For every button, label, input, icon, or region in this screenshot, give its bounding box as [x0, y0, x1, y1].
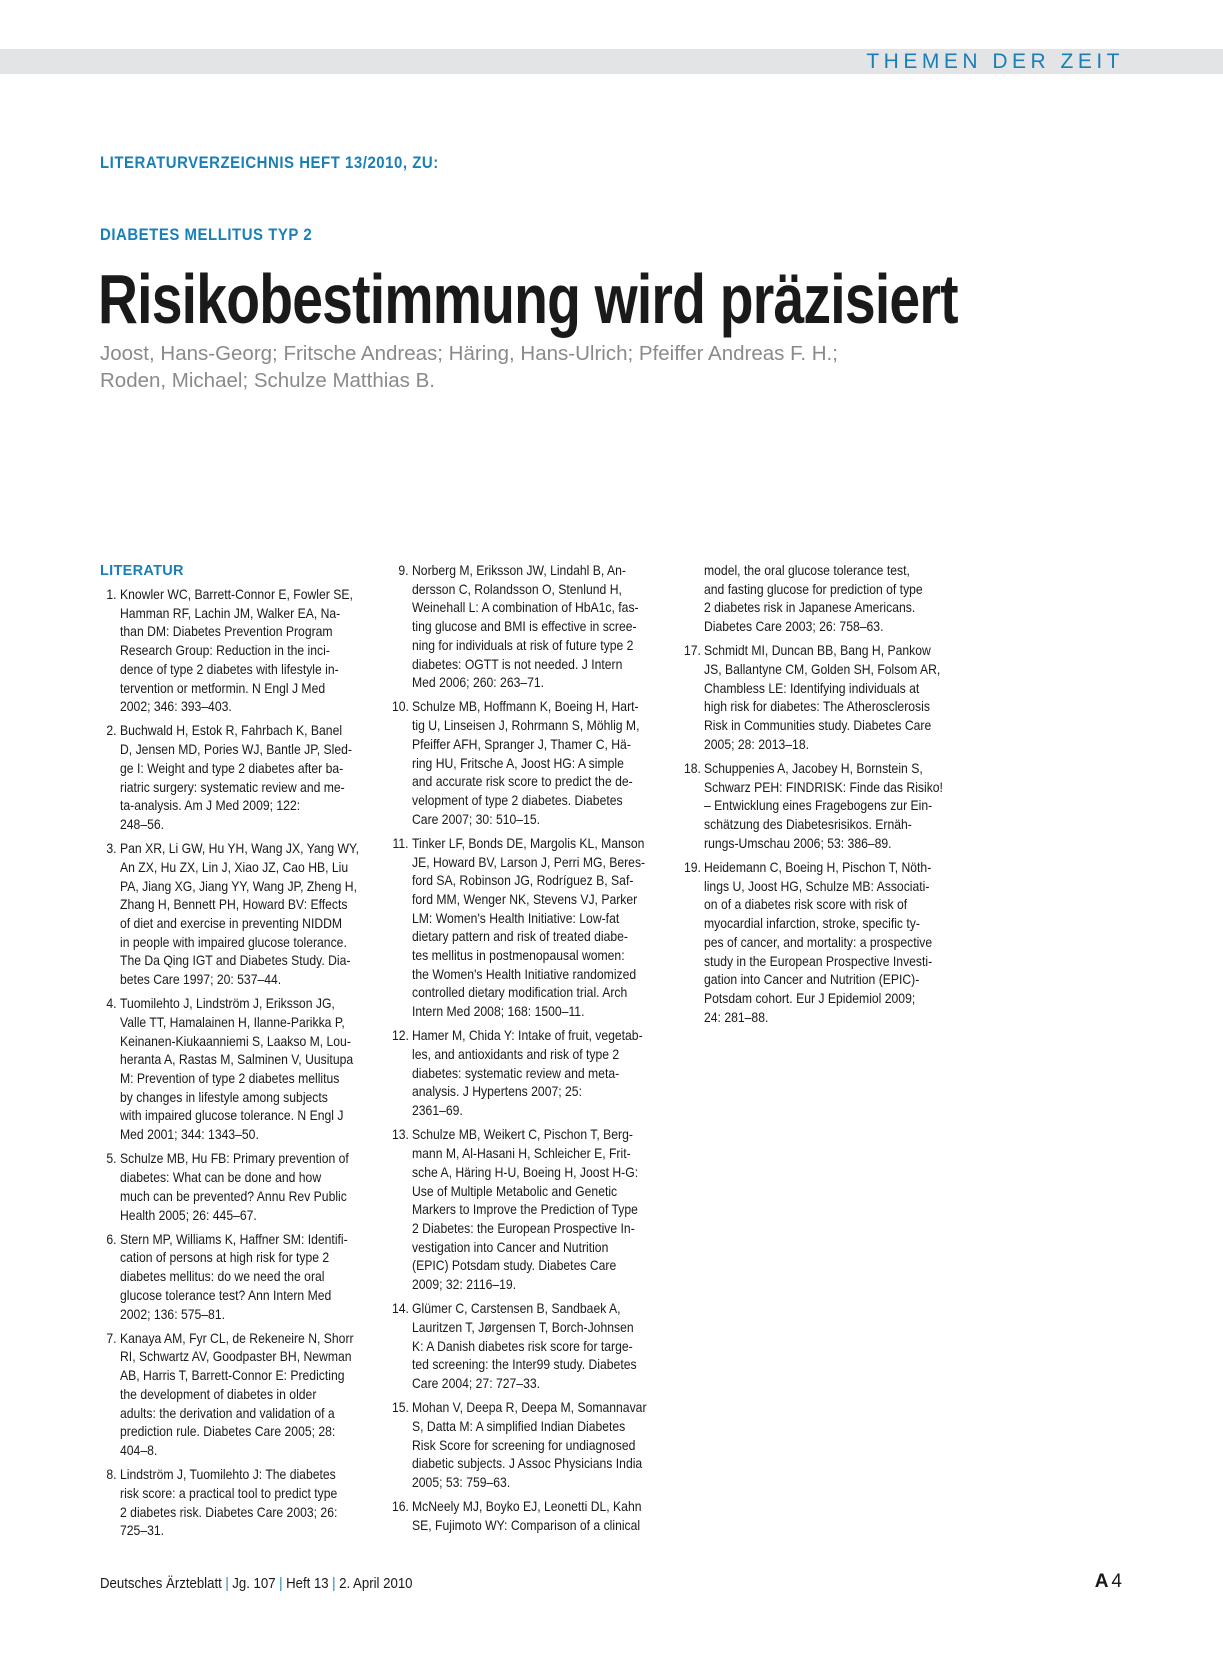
- reference-text-line: rungs-Umschau 2006; 53: 386–89.: [704, 834, 892, 851]
- reference-text-line: dence of type 2 diabetes with lifestyle in-: [120, 660, 339, 677]
- reference-column-1: [100, 585, 380, 1545]
- reference-text-line: Health 2005; 26: 445–67.: [120, 1206, 257, 1223]
- page-number: [1095, 1571, 1122, 1593]
- reference-text-line: diabetes: systematic review and meta-: [412, 1064, 620, 1081]
- reference-text-line: (EPIC) Potsdam study. Diabetes Care: [412, 1257, 617, 1274]
- reference-number: 17.: [684, 642, 701, 659]
- reference-text-line: JS, Ballantyne CM, Golden SH, Folsom AR,: [704, 661, 941, 678]
- reference-text-line: Risk in Communities study. Diabetes Care: [704, 717, 932, 734]
- issue: Heft 13: [286, 1575, 329, 1592]
- reference-text-line: ring HU, Fritsche A, Joost HG: A simple: [412, 754, 624, 771]
- reference-text-line: Norberg M, Eriksson JW, Lindahl B, An-: [412, 562, 626, 578]
- reference-text-line: 2005; 53: 759–63.: [412, 1474, 511, 1491]
- reference-text-line: ford SA, Robinson JG, Rodríguez B, Saf-: [412, 872, 634, 889]
- authors: [100, 340, 1000, 394]
- separator: |: [225, 1575, 229, 1592]
- reference-number: 4.: [106, 995, 117, 1012]
- reference-number: 10.: [392, 698, 409, 715]
- reference-text-line: and fasting glucose for prediction of type: [704, 580, 923, 597]
- reference-text-line: dietary pattern and risk of treated diabe-: [412, 928, 629, 945]
- reference-text-line: Use of Multiple Metabolic and Genetic: [412, 1182, 618, 1199]
- reference-text-line: the development of diabetes in older: [120, 1385, 317, 1402]
- reference-text-line: controlled dietary modification trial. Arch: [412, 984, 628, 1001]
- reference-text-line: glucose tolerance test? Ann Intern Med: [120, 1286, 332, 1303]
- reference-text-line: diabetes mellitus: do we need the oral: [120, 1268, 325, 1285]
- reference-number: 1.: [106, 586, 117, 602]
- reference-text-line: tes mellitus in postmenopausal women:: [412, 947, 625, 964]
- reference-text-line: Potsdam cohort. Eur J Epidemiol 2009;: [704, 989, 916, 1006]
- reference-text-line: pes of cancer, and mortality: a prospective: [704, 933, 933, 950]
- issue-date: 2. April 2010: [339, 1575, 413, 1592]
- authors-line: Joost, Hans-Georg; Fritsche Andreas; Häring, Hans-Ulrich; Pfeiffer Andreas F. H.;: [100, 342, 838, 365]
- reference-text-line: Tuomilehto J, Lindström J, Eriksson JG,: [120, 995, 335, 1012]
- reference-text-line: heranta A, Rastas M, Salminen V, Uusitupa: [120, 1051, 354, 1068]
- reference-text-line: study in the European Prospective Investi-: [704, 952, 933, 969]
- reference-text-line: lings U, Joost HG, Schulze MB: Associati-: [704, 877, 930, 894]
- reference-text-line: SE, Fujimoto WY: Comparison of a clinical: [412, 1516, 641, 1533]
- reference-item: [100, 994, 400, 1144]
- reference-text-line: 2002; 346: 393–403.: [120, 698, 232, 715]
- reference-text-line: Buchwald H, Estok R, Fahrbach K, Banel: [120, 722, 343, 739]
- reference-text-line: 2005; 28: 2013–18.: [704, 735, 809, 752]
- reference-text-line: Risk Score for screening for undiagnosed: [412, 1436, 636, 1453]
- reference-text-line: prediction rule. Diabetes Care 2005; 28:: [120, 1423, 336, 1440]
- authors-line: Roden, Michael; Schulze Matthias B.: [100, 369, 435, 392]
- reference-text-line: Pfeiffer AFH, Spranger J, Thamer C, Hä-: [412, 735, 631, 752]
- reference-text-line: The Da Qing IGT and Diabetes Study. Dia-: [120, 952, 351, 969]
- reference-number: 12.: [392, 1027, 409, 1044]
- reference-text-line: Research Group: Reduction in the inci-: [120, 642, 330, 659]
- reference-text-line: 404–8.: [120, 1441, 158, 1458]
- reference-text-line: Care 2007; 30: 510–15.: [412, 810, 541, 827]
- reference-text-line: by changes in lifestyle among subjects: [120, 1088, 328, 1105]
- reference-text-line: betes Care 1997; 20: 537–44.: [120, 971, 282, 988]
- reference-text-line: ting glucose and BMI is effective in scree-: [412, 618, 637, 635]
- reference-text-line: vestigation into Cancer and Nutrition: [412, 1238, 609, 1255]
- reference-text-line: mann M, Al-Hasani H, Schleicher E, Frit-: [412, 1145, 631, 1162]
- reference-text-line: PA, Jiang XG, Jiang YY, Wang JP, Zheng H,: [120, 877, 357, 894]
- footer-citation: [100, 1575, 413, 1592]
- reference-text-line: Valle TT, Hamalainen H, Ilanne-Parikka P,: [120, 1013, 345, 1030]
- reference-number: 15.: [392, 1399, 409, 1416]
- reference-text-line: 2 Diabetes: the European Prospective In-: [412, 1219, 635, 1236]
- reference-text-line: Glümer C, Carstensen B, Sandbaek A,: [412, 1300, 621, 1317]
- reference-text-line: JE, Howard BV, Larson J, Perri MG, Beres-: [412, 853, 646, 870]
- reference-item: [684, 561, 984, 636]
- reference-column-2: [392, 561, 672, 1540]
- reference-text-line: in people with impaired glucose tolerance.: [120, 933, 347, 950]
- reference-text-line: 725–31.: [120, 1522, 165, 1539]
- reference-text-line: adults: the derivation and validation of a: [120, 1404, 335, 1421]
- reference-text-line: much can be prevented? Annu Rev Public: [120, 1187, 347, 1204]
- reference-item: [684, 759, 984, 853]
- reference-text-line: AB, Harris T, Barrett-Connor E: Predicting: [120, 1367, 345, 1384]
- reference-number: 2.: [106, 722, 117, 739]
- reference-text-line: Med 2001; 344: 1343–50.: [120, 1126, 259, 1143]
- reference-text-line: diabetes: OGTT is not needed. J Intern: [412, 655, 623, 672]
- reference-text-line: Weinehall L: A combination of HbA1c, fas-: [412, 599, 639, 616]
- page-number-value: 4: [1111, 1571, 1122, 1592]
- reference-text-line: sche A, Häring H-U, Boeing H, Joost H-G:: [412, 1163, 639, 1180]
- reference-text-line: dersson C, Rolandsson O, Stenlund H,: [412, 580, 622, 597]
- reference-text-line: D, Jensen MD, Pories WJ, Bantle JP, Sled-: [120, 741, 352, 758]
- reference-text-line: Kanaya AM, Fyr CL, de Rekeneire N, Shorr: [120, 1329, 354, 1346]
- reference-text-line: Lauritzen T, Jørgensen T, Borch-Johnsen: [412, 1318, 634, 1335]
- reference-text-line: Hamer M, Chida Y: Intake of fruit, vegetab-: [412, 1027, 643, 1044]
- reference-text-line: Pan XR, Li GW, Hu YH, Wang JX, Yang WY,: [120, 840, 359, 857]
- reference-item: [100, 585, 400, 716]
- reference-text-line: and accurate risk score to predict the de-: [412, 773, 633, 790]
- reference-text-line: Care 2004; 27: 727–33.: [412, 1375, 541, 1392]
- reference-text-line: schätzung des Diabetesrisikos. Ernäh-: [704, 816, 912, 833]
- reference-number: 14.: [392, 1300, 409, 1317]
- reference-text-line: RI, Schwartz AV, Goodpaster BH, Newman: [120, 1348, 352, 1365]
- reference-item: [100, 1329, 400, 1460]
- reference-number: 8.: [106, 1466, 117, 1483]
- article-title: Risikobestimmung wird präzisiert: [98, 260, 958, 338]
- reference-text-line: ta-analysis. Am J Med 2009; 122:: [120, 797, 301, 814]
- reference-text-line: Schulze MB, Weikert C, Pischon T, Berg-: [412, 1126, 633, 1143]
- reference-text-line: 248–56.: [120, 815, 165, 832]
- reference-item: [684, 858, 984, 1026]
- kicker-topic: DIABETES MELLITUS TYP 2: [100, 225, 313, 244]
- reference-text-line: Diabetes Care 2003; 26: 758–63.: [704, 618, 884, 635]
- reference-text-line: – Entwicklung eines Fragebogens zur Ein-: [704, 797, 933, 814]
- reference-text-line: 2 diabetes risk. Diabetes Care 2003; 26:: [120, 1503, 338, 1520]
- reference-text-line: myocardial infarction, stroke, specific ty-: [704, 915, 920, 932]
- page-prefix: A: [1094, 1571, 1109, 1592]
- literature-heading: LITERATUR: [100, 563, 184, 579]
- reference-text-line: the Women's Health Initiative randomized: [412, 965, 637, 982]
- section-label: THEMEN DER ZEIT: [866, 50, 1124, 73]
- reference-text-line: risk score: a practical tool to predict type: [120, 1484, 338, 1501]
- separator: |: [332, 1575, 336, 1592]
- reference-text-line: on of a diabetes risk score with risk of: [704, 896, 908, 913]
- reference-number: 6.: [106, 1230, 117, 1247]
- reference-item: [684, 641, 984, 753]
- reference-text-line: Intern Med 2008; 168: 1500–11.: [412, 1003, 585, 1020]
- reference-text-line: 2009; 32: 2116–19.: [412, 1276, 517, 1293]
- reference-text-line: 2002; 136: 575–81.: [120, 1305, 225, 1322]
- reference-number: 16.: [392, 1498, 409, 1515]
- reference-text-line: Mohan V, Deepa R, Deepa M, Somannavar: [412, 1399, 647, 1416]
- reference-item: [100, 1465, 400, 1540]
- reference-text-line: analysis. J Hypertens 2007; 25:: [412, 1083, 582, 1100]
- reference-text-line: ge I: Weight and type 2 diabetes after ba-: [120, 759, 344, 776]
- reference-text-line: diabetic subjects. J Assoc Physicians India: [412, 1455, 643, 1472]
- reference-text-line: M: Prevention of type 2 diabetes mellitus: [120, 1070, 340, 1087]
- volume: Jg. 107: [232, 1575, 276, 1592]
- reference-text-line: LM: Women's Health Initiative: Low-fat: [412, 909, 620, 926]
- reference-item: [392, 1026, 692, 1120]
- reference-text-line: riatric surgery: systematic review and me-: [120, 778, 345, 795]
- reference-item: [100, 721, 400, 833]
- reference-text-line: McNeely MJ, Boyko EJ, Leonetti DL, Kahn: [412, 1498, 642, 1515]
- reference-number: 5.: [106, 1150, 117, 1167]
- reference-item: [392, 1125, 692, 1293]
- reference-number: 19.: [684, 859, 701, 876]
- reference-number: 13.: [392, 1126, 409, 1143]
- reference-text-line: Zhang H, Bennett PH, Howard BV: Effects: [120, 896, 348, 913]
- reference-text-line: model, the oral glucose tolerance test,: [704, 562, 910, 578]
- reference-text-line: Schwarz PEH: FINDRISK: Finde das Risiko!: [704, 778, 943, 795]
- reference-number: 11.: [392, 834, 409, 851]
- reference-item: [392, 561, 692, 692]
- reference-text-line: Med 2006; 260: 263–71.: [412, 674, 545, 691]
- reference-item: [100, 1149, 400, 1224]
- reference-text-line: Keinanen-Kiukaanniemi S, Laakso M, Lou-: [120, 1032, 351, 1049]
- reference-text-line: ford MM, Wenger NK, Stevens VJ, Parker: [412, 890, 638, 907]
- reference-text-line: Knowler WC, Barrett-Connor E, Fowler SE,: [120, 586, 353, 602]
- reference-item: [392, 1299, 692, 1393]
- reference-text-line: tervention or metformin. N Engl J Med: [120, 679, 326, 696]
- reference-text-line: Schuppenies A, Jacobey H, Bornstein S,: [704, 760, 923, 777]
- reference-item: [392, 834, 692, 1021]
- reference-text-line: Stern MP, Williams K, Haffner SM: Identifi-: [120, 1230, 348, 1247]
- reference-text-line: velopment of type 2 diabetes. Diabetes: [412, 791, 623, 808]
- reference-text-line: Schulze MB, Hoffmann K, Boeing H, Hart-: [412, 698, 639, 715]
- reference-text-line: les, and antioxidants and risk of type 2: [412, 1046, 620, 1063]
- reference-item: [100, 839, 400, 989]
- reference-text-line: An ZX, Hu ZX, Lin J, Xiao JZ, Cao HB, Liu: [120, 858, 349, 875]
- reference-text-line: S, Datta M: A simplified Indian Diabetes: [412, 1417, 626, 1434]
- reference-text-line: ted screening: the Inter99 study. Diabetes: [412, 1356, 637, 1373]
- reference-item: [100, 1230, 400, 1324]
- reference-text-line: gation into Cancer and Nutrition (EPIC)-: [704, 971, 920, 988]
- reference-text-line: diabetes: What can be done and how: [120, 1169, 322, 1186]
- reference-text-line: of diet and exercise in preventing NIDDM: [120, 914, 343, 931]
- reference-text-line: with impaired glucose tolerance. N Engl J: [120, 1107, 344, 1124]
- reference-text-line: Chambless LE: Identifying individuals at: [704, 679, 920, 696]
- reference-text-line: Hamman RF, Lachin JM, Walker EA, Na-: [120, 604, 341, 621]
- reference-item: [392, 697, 692, 828]
- separator: |: [279, 1575, 283, 1592]
- reference-text-line: high risk for diabetes: The Atherosclerosis: [704, 698, 930, 715]
- reference-text-line: cation of persons at high risk for type 2: [120, 1249, 330, 1266]
- reference-text-line: ning for individuals at risk of future type 2: [412, 636, 634, 653]
- reference-text-line: Lindström J, Tuomilehto J: The diabetes: [120, 1466, 336, 1483]
- reference-text-line: than DM: Diabetes Prevention Program: [120, 623, 333, 640]
- journal-name: Deutsches Ärzteblatt: [100, 1575, 222, 1592]
- reference-text-line: 2 diabetes risk in Japanese Americans.: [704, 599, 916, 616]
- reference-text-line: Markers to Improve the Prediction of Type: [412, 1201, 638, 1218]
- kicker-literature-list: LITERATURVERZEICHNIS HEFT 13/2010, ZU:: [100, 153, 439, 172]
- reference-text-line: 2361–69.: [412, 1102, 463, 1119]
- reference-text-line: Heidemann C, Boeing H, Pischon T, Nöth-: [704, 859, 932, 876]
- reference-number: 3.: [106, 840, 117, 857]
- reference-item: [392, 1497, 692, 1534]
- reference-text-line: Schmidt MI, Duncan BB, Bang H, Pankow: [704, 642, 931, 659]
- reference-number: 18.: [684, 760, 701, 777]
- reference-column-3: [684, 561, 964, 1032]
- reference-text-line: Schulze MB, Hu FB: Primary prevention of: [120, 1150, 349, 1167]
- reference-text-line: 24: 281–88.: [704, 1008, 769, 1025]
- reference-number: 9.: [398, 562, 409, 578]
- reference-text-line: tig U, Linseisen J, Rohrmann S, Möhlig M,: [412, 717, 640, 734]
- reference-number: 7.: [106, 1329, 117, 1346]
- reference-text-line: K: A Danish diabetes risk score for targe-: [412, 1337, 633, 1354]
- reference-text-line: Tinker LF, Bonds DE, Margolis KL, Manson: [412, 834, 645, 851]
- reference-item: [392, 1398, 692, 1492]
